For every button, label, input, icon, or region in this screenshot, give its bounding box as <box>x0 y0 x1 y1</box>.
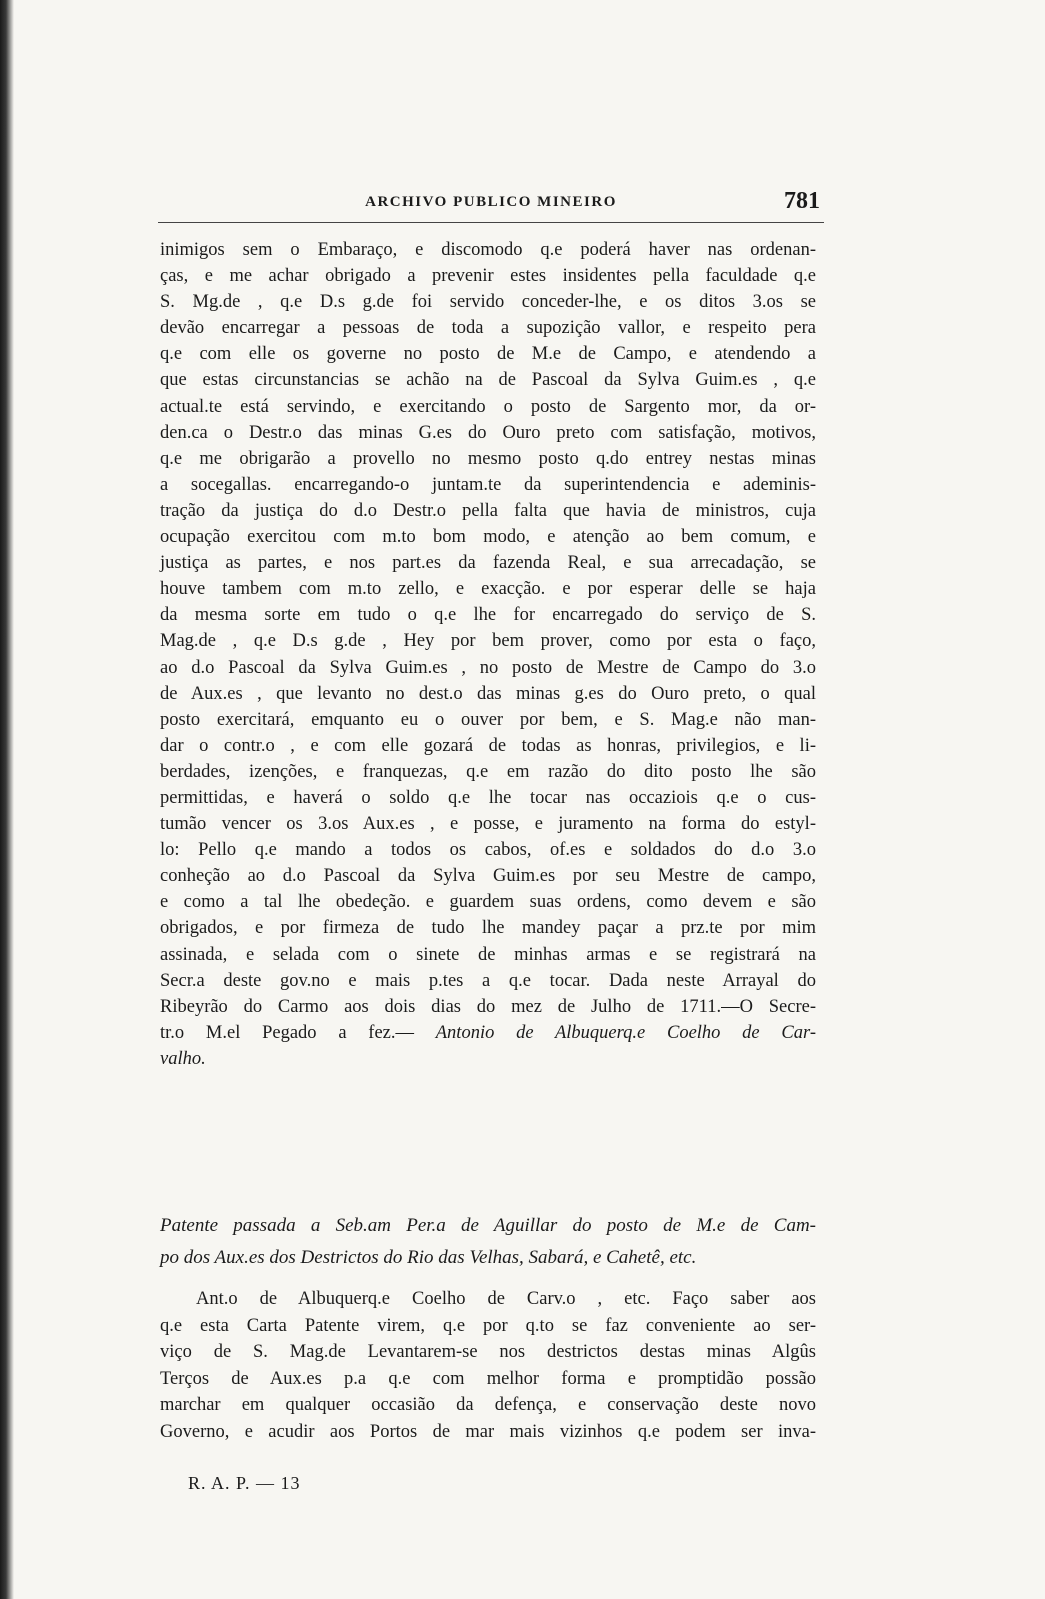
text-line: inimigos sem o Embaraço, e discomodo q.e poderá haver nas ordenan- <box>160 240 816 260</box>
text-line: q.e com elle os governe no posto de M.e de Campo, e atendendo a <box>160 344 816 365</box>
text-line: Secr.a deste gov.no e mais p.tes a q.e tocar. Dada neste Arrayal do <box>160 970 816 991</box>
text-line: permittidas, e haverá o soldo q.e lhe tocar nas occaziois q.e o cus- <box>160 787 816 808</box>
text-line: posto exercitará, emquanto eu o ouver por bem, e S. Mag.e não man- <box>160 709 816 730</box>
text-line: tumão vencer os 3.os Aux.es , e posse, e juramento na forma do estyl- <box>160 814 816 835</box>
text-line: assinada, e selada com o sinete de minhas armas e se registrará na <box>160 944 816 965</box>
section-title <box>160 1210 816 1274</box>
text-line: houve tambem com m.to zello, e exacção. e por esperar delle se haja <box>160 579 816 600</box>
text-line: que estas circunstancias se achão na de Pascoal da Sylva Guim.es , q.e <box>160 370 816 391</box>
text-line: berdades, izenções, e franquezas, q.e em razão do dito posto lhe são <box>160 761 816 782</box>
text-line: a socegallas. encarregando-o juntam.te da superintendencia e ademinis- <box>160 474 816 495</box>
text-line: dar o contr.o , e com elle gozará de todas as honras, privilegios, e li- <box>160 735 816 756</box>
text-line: de Aux.es , que levanto no dest.o das minas g.es do Ouro preto, o qual <box>160 683 816 704</box>
running-head <box>158 188 824 223</box>
text-line: e como a tal lhe obedeção. e guardem suas ordens, como devem e são <box>160 892 816 913</box>
main-text <box>160 237 816 1072</box>
section-title-line: po dos Aux.es dos Destrictos do Rio das Velhas, Sabará, e Cahetê, etc. <box>160 1247 697 1268</box>
text-line: valho. <box>160 1048 206 1069</box>
text-line-with-signature <box>160 1020 816 1046</box>
signature-mark: R. A. P. — 13 <box>188 1473 301 1493</box>
paragraph-line: Governo, e acudir aos Portos de mar mais vizinhos q.e podem ser inva- <box>160 1421 816 1442</box>
text-line: ocupação exercitou com m.to bom modo, e atenção ao bem comum, e <box>160 527 816 548</box>
text-line: ao d.o Pascoal da Sylva Guim.es , no posto de Mestre de Campo do 3.o <box>160 657 816 678</box>
page-number: 781 <box>784 188 820 214</box>
paragraph-line: Terços de Aux.es p.a q.e com melhor forma e promptidão possão <box>160 1368 816 1389</box>
paragraph-line: viço de S. Mag.de Levantarem-se nos destrictos destas minas Algûs <box>160 1342 816 1363</box>
text-line: obrigados, e por firmeza de tudo lhe mandey paçar a prz.te por mim <box>160 918 816 939</box>
paragraph-line: marchar em qualquer occasião da defença, e conservação deste novo <box>160 1395 816 1416</box>
text-line: da mesma sorte em tudo o q.e lhe for encarregado do serviço de S. <box>160 605 816 626</box>
text-line: Mag.de , q.e D.s g.de , Hey por bem prover, como por esta o faço, <box>160 631 816 652</box>
section-title-line: Patente passada a Seb.am Per.a de Aguillar do posto de M.e de Cam- <box>160 1215 816 1236</box>
second-paragraph <box>160 1286 816 1446</box>
text-line: lo: Pello q.e mando a todos os cabos, of.es e soldados do d.o 3.o <box>160 840 816 861</box>
text-line: den.ca o Destr.o das minas G.es do Ouro preto com satisfação, motivos, <box>160 422 816 443</box>
text-line: actual.te está servindo, e exercitando o posto de Sargento mor, da or- <box>160 396 816 417</box>
paragraph-line: q.e esta Carta Patente virem, q.e por q.to se faz conveniente ao ser- <box>160 1315 816 1336</box>
text-line: justiça as partes, e nos part.es da fazenda Real, e sua arrecadação, se <box>160 553 816 574</box>
book-spine-shadow <box>0 0 14 1599</box>
text-line: S. Mg.de , q.e D.s g.de foi servido conceder-lhe, e os ditos 3.os se <box>160 292 816 313</box>
text-line: tr.o M.el Pegado a fez.— <box>160 1022 436 1043</box>
text-line: tração da justiça do d.o Destr.o pella falta que havia de ministros, cuja <box>160 500 816 521</box>
text-line: q.e me obrigarão a provello no mesmo posto q.do entrey nestas minas <box>160 448 816 469</box>
text-line: conheção ao d.o Pascoal da Sylva Guim.es por seu Mestre de campo, <box>160 866 816 887</box>
header-title: ARCHIVO PUBLICO MINEIRO <box>365 194 617 210</box>
text-line: Ribeyrão do Carmo aos dois dias do mez de Julho de 1711.—O Secre- <box>160 996 816 1017</box>
text-line: devão encarregar a pessoas de toda a supozição vallor, e respeito pera <box>160 318 816 339</box>
text-line: ças, e me achar obrigado a prevenir estes insidentes pella faculdade q.e <box>160 266 816 287</box>
paragraph-line: Ant.o de Albuquerq.e Coelho de Carv.o , etc. Faço saber aos <box>196 1289 816 1309</box>
signature-name: Antonio de Albuquerq.e Coelho de Car- <box>435 1022 816 1043</box>
